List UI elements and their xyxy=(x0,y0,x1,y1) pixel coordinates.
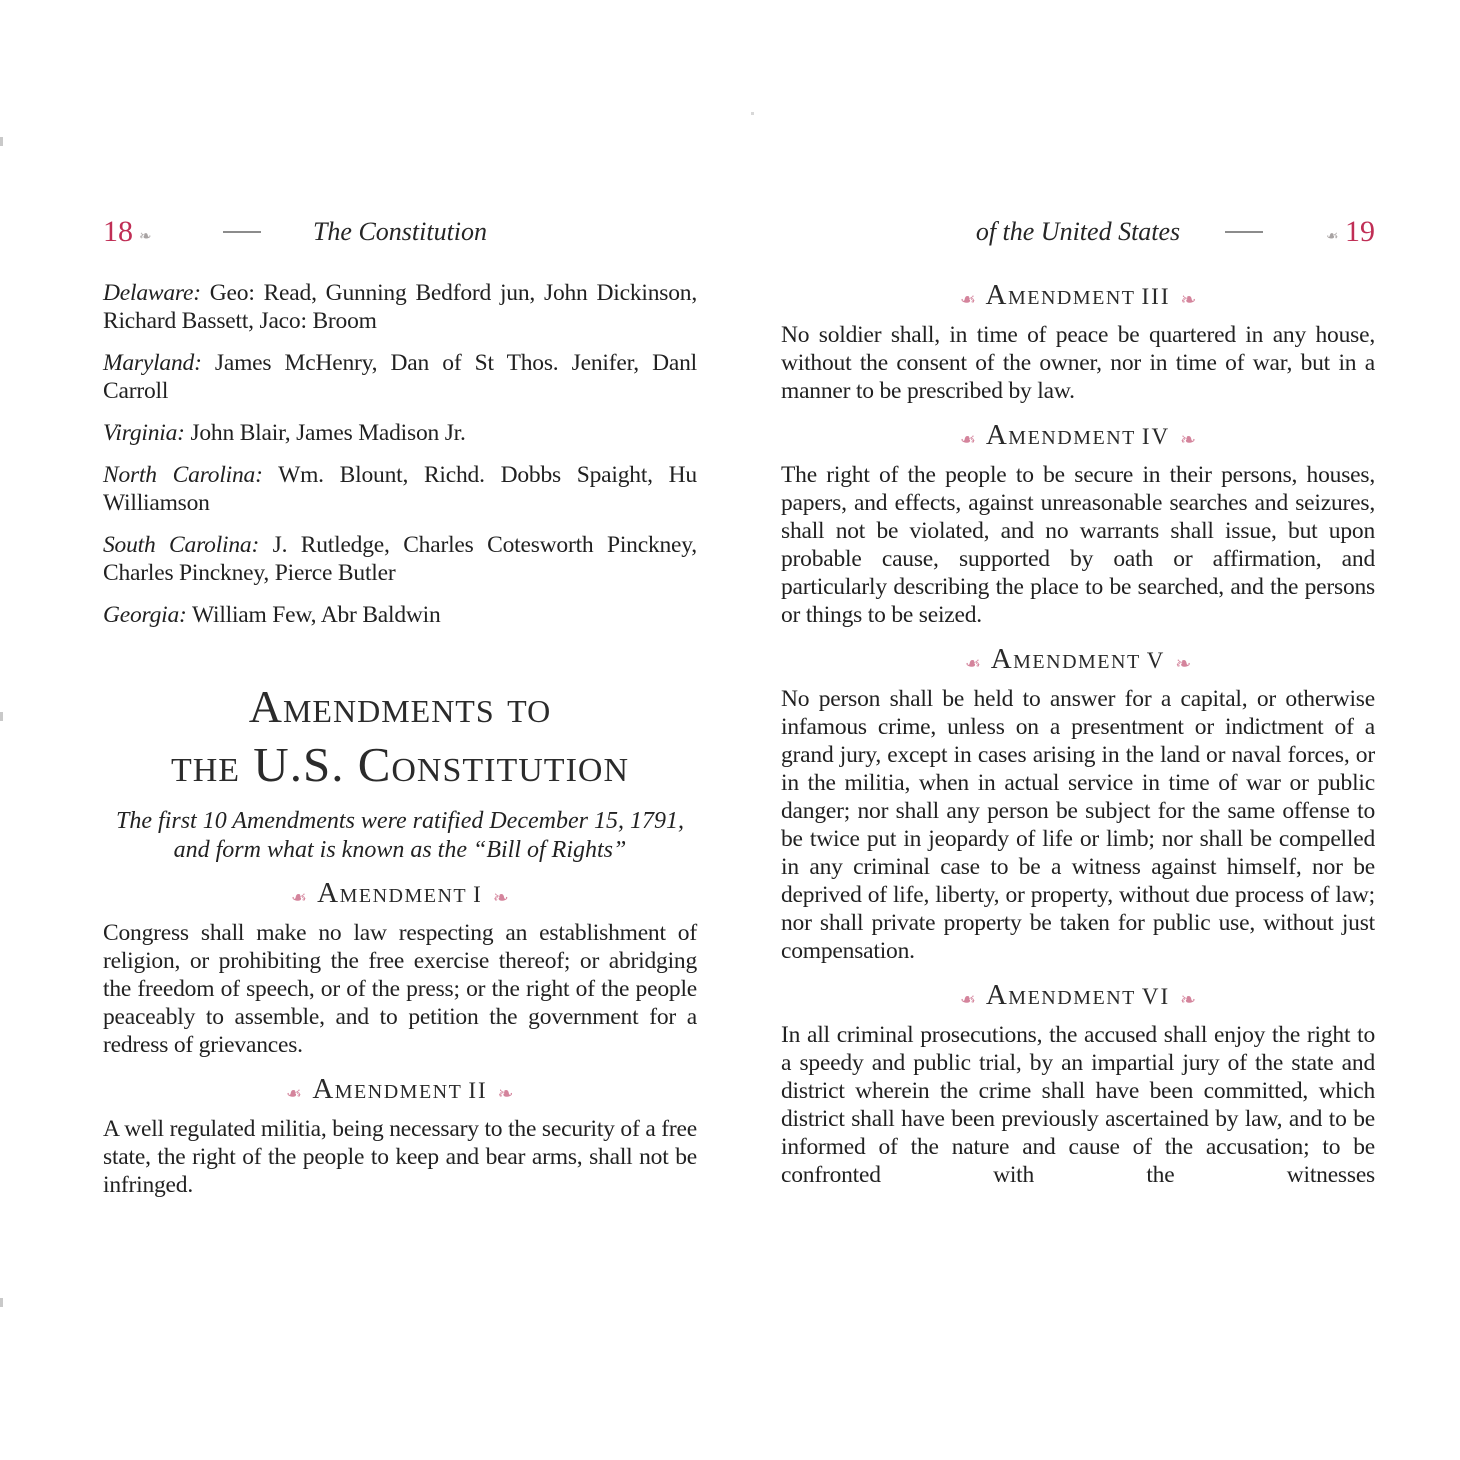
section-title xyxy=(103,679,697,795)
amendment-word: Amendment xyxy=(312,1073,463,1105)
signers-paragraph xyxy=(103,349,697,405)
running-head: of the United States xyxy=(975,217,1181,246)
page-header-right xyxy=(781,215,1375,249)
amendment-numeral: V xyxy=(1146,648,1166,673)
state-name: Delaware: xyxy=(103,280,201,306)
amendment-word: Amendment xyxy=(990,643,1141,675)
amendment-heading-1 xyxy=(103,877,697,909)
floral-ornament-icon: ❧ xyxy=(1180,429,1197,451)
floral-ornament-icon: ❧ xyxy=(291,887,308,909)
scan-artifact xyxy=(0,137,3,146)
amendment-5-text: No person shall be held to answer for a capital, or otherwise infamous crime, unless on a presentment or indictment of a grand jury, except in cases arising in the land or naval forces, or in the militia, when in actual service in time of war or public danger; nor shall any person be subject for the same offense to be twice put in jeopardy of life or limb; nor shall be compelled in any criminal case to be a witness against himself, nor be deprived of life, liberty, or property, without due process of law; nor shall private property be taken for public use, without just compensation. xyxy=(781,686,1375,964)
scan-artifact xyxy=(0,1298,3,1307)
page-18 xyxy=(103,215,697,1199)
amendment-heading-4 xyxy=(781,419,1375,451)
amendment-numeral: I xyxy=(473,882,483,907)
floral-ornament-icon: ❧ xyxy=(1180,289,1197,311)
signer-names: William Few, Abr Baldwin xyxy=(191,602,441,628)
page-19 xyxy=(781,215,1375,1189)
running-head: The Constitution xyxy=(312,217,488,246)
floral-ornament-icon: ❧ xyxy=(964,653,981,675)
scan-artifact xyxy=(0,712,3,721)
state-name: North Carolina: xyxy=(103,462,263,488)
section-subtitle-line1: The first 10 Amendments were ratified December 15, 1791, xyxy=(116,808,684,834)
floral-ornament-icon: ❧ xyxy=(959,429,976,451)
signers-paragraph xyxy=(103,601,697,629)
floral-ornament-icon: ❧ xyxy=(959,289,976,311)
signer-names: Geo: Read, Gunning Bedford jun, John Dickinson, Richard Bassett, Jaco: Broom xyxy=(103,280,697,334)
signers-paragraph xyxy=(103,531,697,587)
amendment-word: Amendment xyxy=(317,877,468,909)
amendment-numeral: III xyxy=(1141,284,1171,309)
state-name: Virginia: xyxy=(103,420,185,446)
amendment-numeral: II xyxy=(468,1078,488,1103)
section-subtitle-line2: and form what is known as the “Bill of Rights” xyxy=(173,837,627,863)
state-name: South Carolina: xyxy=(103,532,260,558)
amendment-word: Amendment xyxy=(985,979,1136,1011)
amendment-numeral: IV xyxy=(1141,424,1171,449)
signers-paragraph xyxy=(103,461,697,517)
floral-ornament-icon: ❧ xyxy=(492,887,509,909)
amendment-heading-6 xyxy=(781,979,1375,1011)
state-name: Georgia: xyxy=(103,602,187,628)
page-number: 19 xyxy=(1345,215,1375,248)
scan-artifact xyxy=(751,112,754,115)
section-title-line1: Amendments to xyxy=(248,681,552,732)
floral-ornament-icon: ❧ xyxy=(497,1083,514,1105)
floral-ornament-icon: ❧ xyxy=(1175,653,1192,675)
amendment-4-text: The right of the people to be secure in their persons, houses, papers, and effects, against unreasonable searches and seizures, shall not be violated, and no warrants shall issue, but upon probable cause, supported by oath or affirmation, and particularly describing the place to be searched, and the persons or things to be seized. xyxy=(781,462,1375,628)
state-name: Maryland: xyxy=(103,350,202,376)
signer-names: J. Rutledge, Charles Cotesworth Pinckney, Charles Pinckney, Pierce Butler xyxy=(103,532,697,586)
amendment-heading-5 xyxy=(781,643,1375,675)
floral-ornament-icon: ❧ xyxy=(139,228,152,245)
floral-ornament-icon: ❧ xyxy=(286,1083,303,1105)
amendment-heading-3 xyxy=(781,279,1375,311)
page-header-left xyxy=(103,215,697,249)
amendment-2-text: A well regulated militia, being necessary to the security of a free state, the right of the people to keep and bear arms, shall not be infringed. xyxy=(103,1116,697,1198)
signer-names: Wm. Blount, Richd. Dobbs Spaight, Hu Williamson xyxy=(103,462,697,516)
floral-ornament-icon: ❧ xyxy=(959,989,976,1011)
signers-paragraph xyxy=(103,419,697,447)
page-number-group xyxy=(1320,215,1375,249)
amendment-word: Amendment xyxy=(985,419,1136,451)
amendment-word: Amendment xyxy=(985,279,1136,311)
amendment-6-text: In all criminal prosecutions, the accused shall enjoy the right to a speedy and public trial, by an impartial jury of the state and district wherein the crime shall have been committed, which district shall have been previously ascertained by law, and to be informed of the nature and cause of the accusation; to be confronted with the witnesses xyxy=(781,1022,1375,1188)
amendment-heading-2 xyxy=(103,1073,697,1105)
section-subtitle xyxy=(103,807,697,865)
signers-paragraph xyxy=(103,279,697,335)
header-rule xyxy=(1225,231,1263,233)
floral-ornament-icon: ❧ xyxy=(1326,228,1339,245)
section-title-line2: the U.S. Constitution xyxy=(170,737,630,792)
page-number: 18 xyxy=(103,215,133,248)
signer-names: James McHenry, Dan of St Thos. Jenifer, Danl Carroll xyxy=(103,350,698,404)
amendment-1-text: Congress shall make no law respecting an establishment of religion, or prohibiting the free exercise thereof; or abridging the freedom of speech, or of the press; or the right of the people peaceably to assemble, and to petition the government for a redress of grievances. xyxy=(103,920,697,1058)
amendment-3-text: No soldier shall, in time of peace be quartered in any house, without the consent of the owner, nor in time of war, but in a manner to be prescribed by law. xyxy=(781,322,1375,404)
floral-ornament-icon: ❧ xyxy=(1180,989,1197,1011)
signer-names: John Blair, James Madison Jr. xyxy=(190,420,466,446)
amendment-numeral: VI xyxy=(1141,984,1171,1009)
